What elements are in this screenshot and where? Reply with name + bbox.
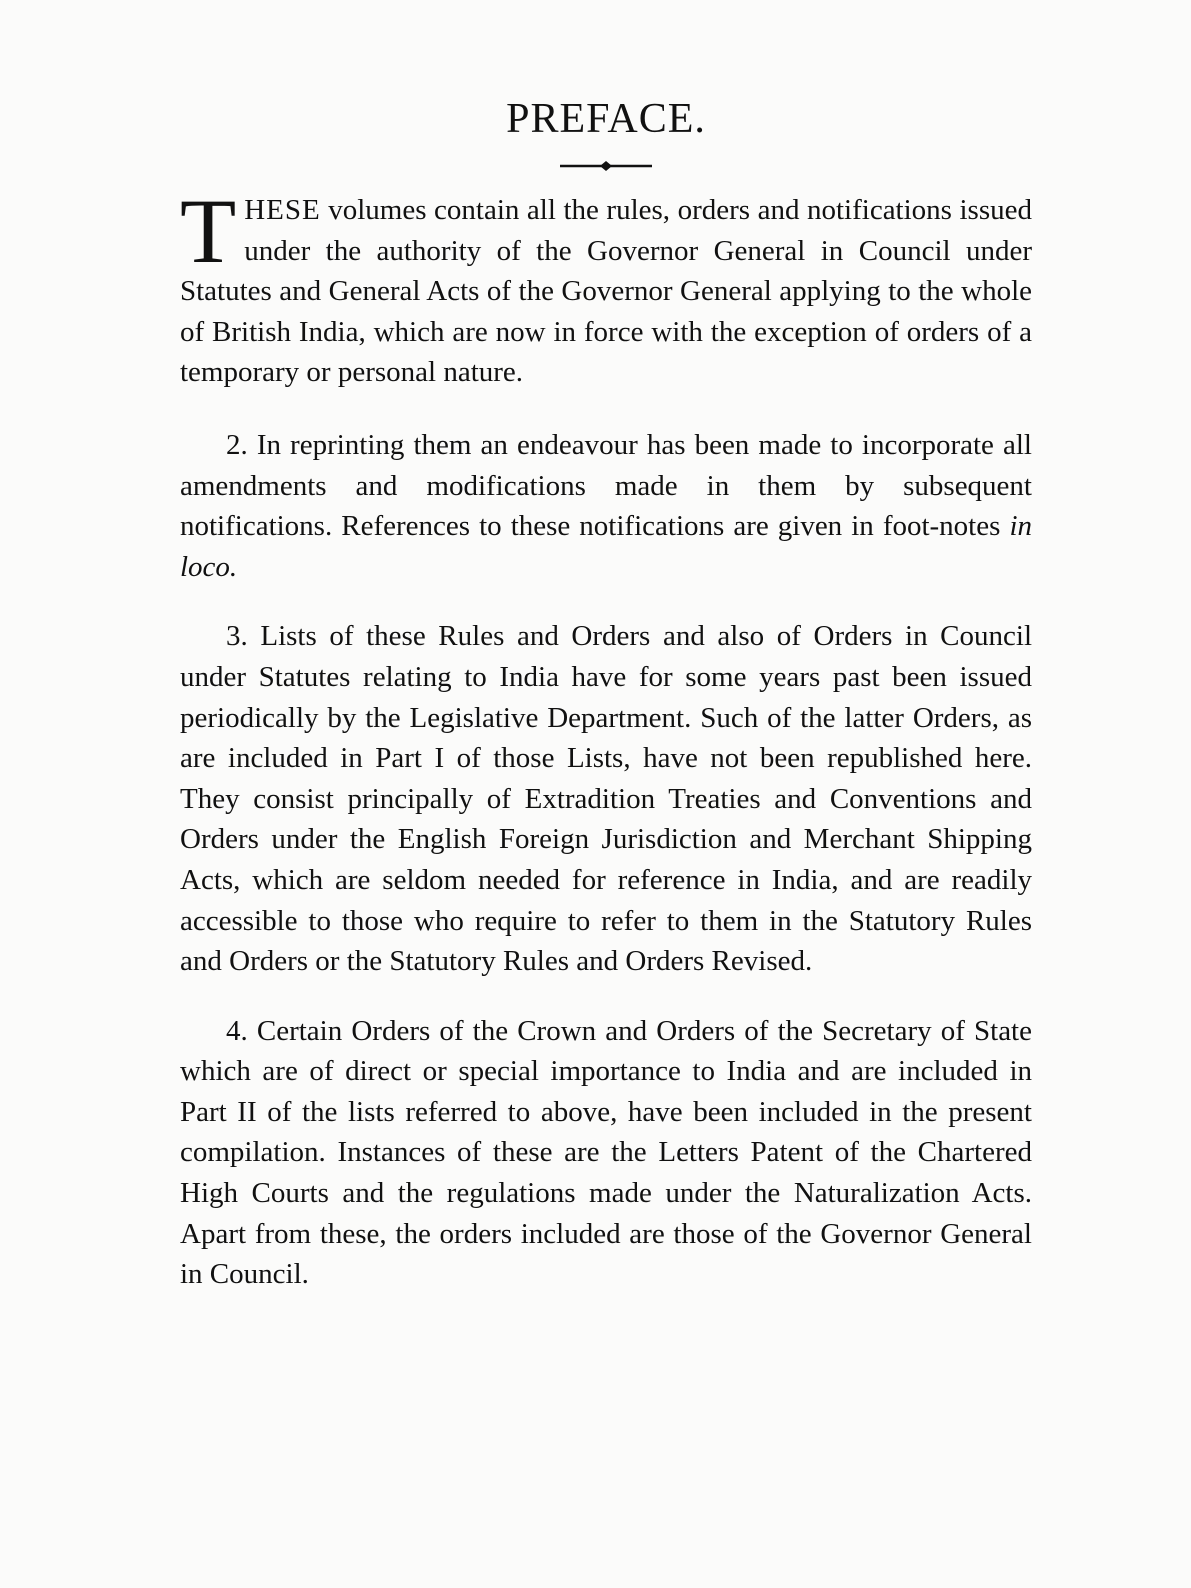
lead-word: HESE: [244, 194, 321, 226]
paragraph-number: 3.: [226, 620, 248, 653]
preface-content: [180, 92, 1032, 1324]
paragraph-number: 4.: [226, 1014, 248, 1047]
paragraph-3: [180, 616, 1032, 981]
paragraph-4-text: Certain Orders of the Crown and Orders of the Secretary of State which are of direct or special importance to India and are included in Part II of the lists referred to above, have been included in the present compilation. Instances of these are the Letters Patent of the Chartered High Courts and the regulations made under the Naturalization Acts. Apart from these, the orders included are those of the Governor General in Council.: [180, 1014, 1032, 1291]
paragraph-1-text: volumes contain all the rules, orders and notifications issued under the authority of the Governor General in Council under Statutes and General Acts of the Governor General applying to the whole of British India, which are now in force with the exception of orders of a temporary or personal nature.: [180, 194, 1032, 389]
title-ornament: [558, 160, 654, 172]
paragraph-4: [180, 1011, 1032, 1295]
paragraph-3-text: Lists of these Rules and Orders and also of Orders in Council under Statutes relating to India have for some years past been issued periodically by the Legislative Department. Such of the latter Orders, as are included in Part I of those Lists, have not been republished here. They consist principally of Extradition Treaties and Conventions and Orders under the English Foreign Jurisdiction and Merchant Shipping Acts, which are seldom needed for reference in India, and are readily accessible to those who require to refer to them in the Statutory Rules and Orders or the Statutory Rules and Orders Revised.: [180, 620, 1032, 978]
drop-cap: T: [180, 180, 237, 282]
italic-phrase: in loco.: [180, 510, 1032, 583]
paragraph-2: [180, 425, 1032, 587]
paragraph-1: [180, 180, 1032, 393]
paragraph-2-text: In reprinting them an endeavour has been made to incorporate all amendments and modifications made in them by subsequent notifications. References to these notifications are given in foot-notes: [180, 428, 1032, 543]
paragraph-number: 2.: [226, 428, 248, 461]
page-title: PREFACE.: [506, 96, 706, 142]
